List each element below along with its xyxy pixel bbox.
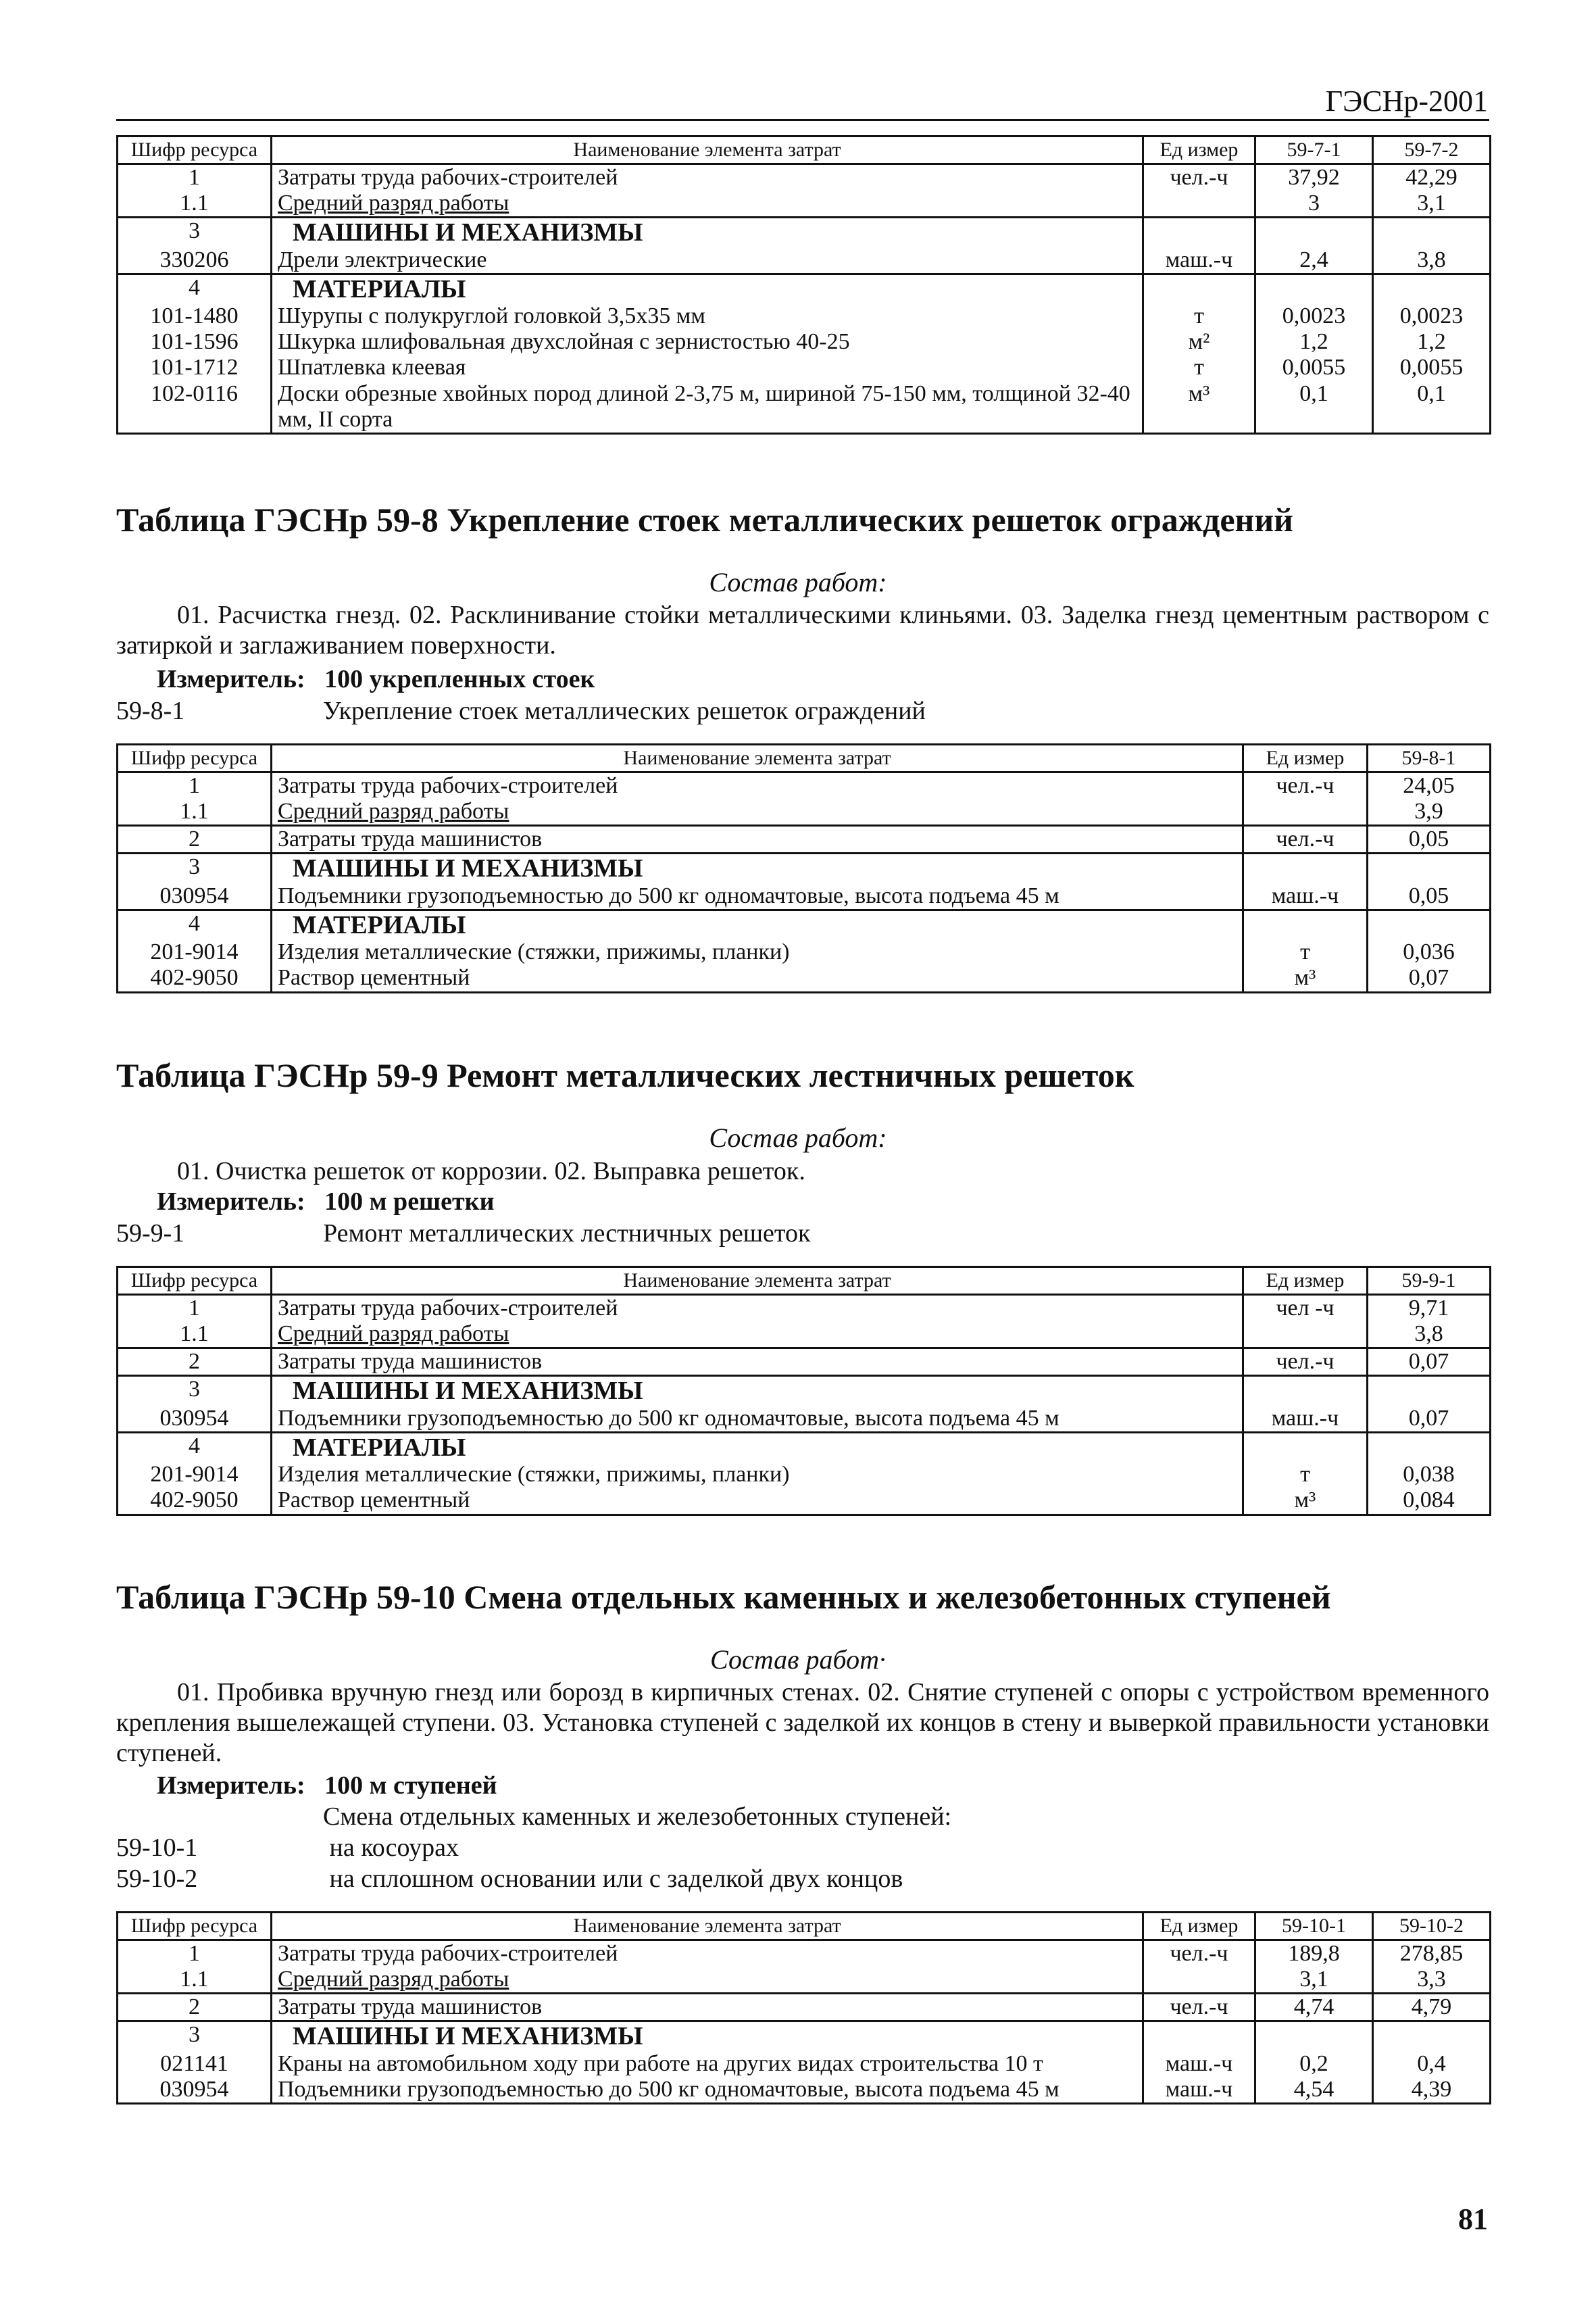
table-row xyxy=(118,303,1491,329)
row-unit xyxy=(1243,1321,1368,1348)
row-code: 030954 xyxy=(118,1406,272,1433)
row-value xyxy=(1255,218,1373,247)
table-row xyxy=(118,1462,1491,1487)
measure-label: Измеритель: xyxy=(157,1771,305,1800)
section-heading: МАТЕРИАЛЫ xyxy=(272,274,1143,303)
row-code: 030954 xyxy=(118,883,272,910)
norm-code-line xyxy=(116,1218,810,1248)
row-code: 4 xyxy=(118,274,272,303)
resource-table-59-10 xyxy=(116,1911,1491,2104)
row-unit: маш.-ч xyxy=(1143,2077,1255,2104)
row-value: 0,0055 xyxy=(1255,355,1373,380)
row-code: 101-1596 xyxy=(118,329,272,355)
row-value xyxy=(1368,854,1491,883)
measure-value: 100 м ступеней xyxy=(324,1771,497,1800)
table-row xyxy=(118,1967,1491,1994)
table-row xyxy=(118,355,1491,380)
table-row xyxy=(118,1321,1491,1348)
table-row xyxy=(118,164,1491,191)
row-value: 0,2 xyxy=(1255,2051,1373,2077)
measure-line xyxy=(157,664,595,694)
col-header-name: Наименование элемента затрат xyxy=(272,1267,1243,1295)
row-value: 1,2 xyxy=(1373,329,1491,355)
row-code: 4 xyxy=(118,910,272,939)
row-unit xyxy=(1143,2021,1255,2051)
row-value xyxy=(1373,274,1491,303)
row-value: 3,8 xyxy=(1368,1321,1491,1348)
measure-label: Измеритель: xyxy=(157,665,305,693)
composition-text xyxy=(116,1677,1489,1769)
row-name: Раствор цементный xyxy=(272,965,1243,992)
col-header-code: Шифр ресурса xyxy=(118,745,272,772)
resource-table-59-7 xyxy=(116,135,1491,435)
row-value: 0,07 xyxy=(1368,1406,1491,1433)
row-code: 4 xyxy=(118,1432,272,1462)
row-unit xyxy=(1243,910,1368,939)
composition-body: 01. Очистка решеток от коррозии. 02. Выправка решеток. xyxy=(177,1157,805,1185)
row-code: 2 xyxy=(118,1994,272,2021)
section-heading: МАШИНЫ И МЕХАНИЗМЫ xyxy=(272,2021,1143,2051)
running-header: ГЭСНр-2001 xyxy=(1325,84,1488,118)
row-value: 0,05 xyxy=(1368,883,1491,910)
row-name: Затраты труда рабочих-строителей xyxy=(272,164,1143,191)
row-unit: маш.-ч xyxy=(1243,883,1368,910)
row-name: Затраты труда рабочих-строителей xyxy=(272,1295,1243,1322)
row-value: 3,1 xyxy=(1373,191,1491,218)
table-row xyxy=(118,965,1491,992)
col-header-unit: Ед измер xyxy=(1243,745,1368,772)
row-name: Затраты труда рабочих-строителей xyxy=(272,772,1243,799)
row-unit: т xyxy=(1143,355,1255,380)
row-name: Подъемники грузоподъемностью до 500 кг одномачтовые, высота подъема 45 м xyxy=(272,883,1243,910)
row-code: 1.1 xyxy=(118,1321,272,1348)
measure-line xyxy=(157,1771,497,1800)
table-row xyxy=(118,1406,1491,1433)
row-value: 0,05 xyxy=(1368,826,1491,854)
row-value: 0,0055 xyxy=(1373,355,1491,380)
section-title-59-9: Таблица ГЭСНр 59-9 Ремонт металлических лестничных решеток xyxy=(116,1056,1134,1094)
row-code: 402-9050 xyxy=(118,1487,272,1515)
row-value: 0,1 xyxy=(1255,381,1373,434)
row-code: 1.1 xyxy=(118,799,272,826)
measure-line xyxy=(157,1187,494,1216)
row-code: 330206 xyxy=(118,247,272,274)
table-row xyxy=(118,191,1491,218)
row-name: Затраты труда машинистов xyxy=(272,1994,1143,2021)
row-name: Средний разряд работы xyxy=(272,191,1143,218)
section-title-59-8: Таблица ГЭСНр 59-8 Укрепление стоек металлических решеток ограждений xyxy=(116,501,1293,539)
row-value xyxy=(1373,218,1491,247)
row-code: 030954 xyxy=(118,2077,272,2104)
row-code: 402-9050 xyxy=(118,965,272,992)
section-heading: МАШИНЫ И МЕХАНИЗМЫ xyxy=(272,218,1143,247)
col-header-value: 59-10-2 xyxy=(1373,1913,1491,1940)
row-unit: чел.-ч xyxy=(1143,1994,1255,2021)
measure-value: 100 м решетки xyxy=(324,1187,495,1216)
row-value: 4,74 xyxy=(1255,1994,1373,2021)
row-unit: чел.-ч xyxy=(1243,772,1368,799)
row-name: Доски обрезные хвойных пород длиной 2-3,75 м, шириной 75-150 мм, толщиной 32-40 мм, II сорта xyxy=(272,381,1143,434)
row-value: 0,0023 xyxy=(1255,303,1373,329)
table-row xyxy=(118,2021,1491,2051)
table-row xyxy=(118,2077,1491,2104)
col-header-name: Наименование элемента затрат xyxy=(272,1913,1143,1940)
row-value xyxy=(1368,1432,1491,1462)
table-row xyxy=(118,247,1491,274)
row-name: Затраты труда рабочих-строителей xyxy=(272,1940,1143,1967)
row-value: 0,084 xyxy=(1368,1487,1491,1515)
row-unit: т xyxy=(1143,303,1255,329)
row-value: 1,2 xyxy=(1255,329,1373,355)
row-code: 1 xyxy=(118,164,272,191)
table-row xyxy=(118,1487,1491,1515)
row-value: 3,3 xyxy=(1373,1967,1491,1994)
header-rule xyxy=(116,119,1489,121)
norm-group-line xyxy=(116,1802,951,1831)
row-value: 3,8 xyxy=(1373,247,1491,274)
col-header-value: 59-7-2 xyxy=(1373,137,1491,164)
row-unit xyxy=(1243,854,1368,883)
table-row xyxy=(118,772,1491,799)
row-value xyxy=(1255,2021,1373,2051)
table-header-row xyxy=(118,137,1491,164)
row-code: 1.1 xyxy=(118,1967,272,1994)
col-header-unit: Ед измер xyxy=(1143,137,1255,164)
col-header-name: Наименование элемента затрат xyxy=(272,137,1143,164)
row-unit: маш.-ч xyxy=(1243,1406,1368,1433)
norm-code-line xyxy=(116,1864,903,1894)
row-name: Раствор цементный xyxy=(272,1487,1243,1515)
row-name: Затраты труда машинистов xyxy=(272,1348,1243,1376)
row-value: 0,4 xyxy=(1373,2051,1491,2077)
row-code: 2 xyxy=(118,826,272,854)
table-row xyxy=(118,274,1491,303)
row-unit: чел.-ч xyxy=(1143,164,1255,191)
row-value xyxy=(1255,274,1373,303)
row-name: Средний разряд работы xyxy=(272,799,1243,826)
row-unit: т xyxy=(1243,1462,1368,1487)
table-header-row xyxy=(118,1267,1491,1295)
row-value: 42,29 xyxy=(1373,164,1491,191)
row-code: 3 xyxy=(118,218,272,247)
composition-label: Состав работ: xyxy=(709,567,887,597)
col-header-code: Шифр ресурса xyxy=(118,1267,272,1295)
row-unit xyxy=(1143,191,1255,218)
table-row xyxy=(118,826,1491,854)
norm-code-desc: на сплошном основании или с заделкой двух концов xyxy=(329,1865,903,1893)
row-unit: чел.-ч xyxy=(1243,1348,1368,1376)
norm-code: 59-9-1 xyxy=(116,1219,185,1248)
row-name: Подъемники грузоподъемностью до 500 кг одномачтовые, высота подъема 45 м xyxy=(272,2077,1143,2104)
section-heading: МАШИНЫ И МЕХАНИЗМЫ xyxy=(272,1376,1243,1406)
col-header-value: 59-7-1 xyxy=(1255,137,1373,164)
table-row xyxy=(118,1940,1491,1967)
norm-code-desc: на косоурах xyxy=(329,1833,459,1862)
section-title-59-10: Таблица ГЭСНр 59-10 Смена отдельных каменных и железобетонных ступеней xyxy=(116,1578,1331,1616)
table-row xyxy=(118,218,1491,247)
row-value: 9,71 xyxy=(1368,1295,1491,1322)
row-code: 021141 xyxy=(118,2051,272,2077)
row-unit: чел.-ч xyxy=(1143,1940,1255,1967)
row-unit: маш.-ч xyxy=(1143,2051,1255,2077)
row-value: 189,8 xyxy=(1255,1940,1373,1967)
row-name: Краны на автомобильном ходу при работе на других видах строительства 10 т xyxy=(272,2051,1143,2077)
row-name: Шурупы с полукруглой головкой 3,5x35 мм xyxy=(272,303,1143,329)
row-unit: м³ xyxy=(1243,965,1368,992)
col-header-value: 59-8-1 xyxy=(1368,745,1491,772)
table-row xyxy=(118,381,1491,434)
row-unit xyxy=(1243,1432,1368,1462)
norm-code-line xyxy=(116,696,926,726)
row-code: 1 xyxy=(118,1295,272,1322)
row-unit: маш.-ч xyxy=(1143,247,1255,274)
row-value: 0,038 xyxy=(1368,1462,1491,1487)
row-code: 101-1480 xyxy=(118,303,272,329)
table-row xyxy=(118,2051,1491,2077)
table-row xyxy=(118,939,1491,965)
table-row xyxy=(118,1994,1491,2021)
col-header-value: 59-10-1 xyxy=(1255,1913,1373,1940)
table-row xyxy=(118,1432,1491,1462)
row-code: 101-1712 xyxy=(118,355,272,380)
table-header-row xyxy=(118,745,1491,772)
row-value: 0,1 xyxy=(1373,381,1491,434)
row-code: 1 xyxy=(118,772,272,799)
row-unit xyxy=(1143,218,1255,247)
row-name: Шпатлевка клеевая xyxy=(272,355,1143,380)
row-value xyxy=(1368,910,1491,939)
table-row xyxy=(118,910,1491,939)
row-name: Средний разряд работы xyxy=(272,1967,1143,1994)
norm-group-desc: Смена отдельных каменных и железобетонных ступеней: xyxy=(323,1802,952,1831)
row-value: 24,05 xyxy=(1368,772,1491,799)
row-code: 2 xyxy=(118,1348,272,1376)
row-unit: т xyxy=(1243,939,1368,965)
row-unit: м³ xyxy=(1243,1487,1368,1515)
row-value: 0,07 xyxy=(1368,965,1491,992)
row-code: 1 xyxy=(118,1940,272,1967)
composition-body: 01. Расчистка гнезд. 02. Расклинивание стойки металлическими клиньями. 03. Заделка гнезд цементным раствором с затиркой и заглаживанием поверхности. xyxy=(116,601,1489,660)
row-code: 1.1 xyxy=(118,191,272,218)
table-row xyxy=(118,329,1491,355)
col-header-unit: Ед измер xyxy=(1143,1913,1255,1940)
row-name: Затраты труда машинистов xyxy=(272,826,1243,854)
composition-body: 01. Пробивка вручную гнезд или борозд в кирпичных стенах. 02. Снятие ступеней с опоры с устройством временного крепления вышележащей ступени. 03. Установка ступеней с заделкой их концов в стену и выверкой правильности установки ступеней. xyxy=(116,1678,1489,1767)
measure-value: 100 укрепленных стоек xyxy=(324,665,595,693)
row-code: 102-0116 xyxy=(118,381,272,434)
row-value: 3,1 xyxy=(1255,1967,1373,1994)
row-value: 37,92 xyxy=(1255,164,1373,191)
table-row xyxy=(118,854,1491,883)
section-heading: МАШИНЫ И МЕХАНИЗМЫ xyxy=(272,854,1243,883)
norm-code-line xyxy=(116,1833,459,1863)
row-value: 3,9 xyxy=(1368,799,1491,826)
row-code: 201-9014 xyxy=(118,939,272,965)
section-heading: МАТЕРИАЛЫ xyxy=(272,1432,1243,1462)
row-value: 278,85 xyxy=(1373,1940,1491,1967)
row-value xyxy=(1368,1376,1491,1406)
col-header-code: Шифр ресурса xyxy=(118,1913,272,1940)
row-name: Изделия металлические (стяжки, прижимы, планки) xyxy=(272,1462,1243,1487)
norm-code: 59-10-1 xyxy=(116,1833,198,1862)
row-code: 3 xyxy=(118,2021,272,2051)
row-code: 3 xyxy=(118,1376,272,1406)
section-heading: МАТЕРИАЛЫ xyxy=(272,910,1243,939)
row-value: 4,54 xyxy=(1255,2077,1373,2104)
col-header-unit: Ед измер xyxy=(1243,1267,1368,1295)
composition-label: Состав работ: xyxy=(709,1123,887,1153)
row-unit xyxy=(1243,799,1368,826)
resource-table-59-8 xyxy=(116,743,1491,993)
row-value: 2,4 xyxy=(1255,247,1373,274)
row-name: Шкурка шлифовальная двухслойная с зернистостью 40-25 xyxy=(272,329,1143,355)
table-row xyxy=(118,1348,1491,1376)
table-row xyxy=(118,883,1491,910)
norm-code: 59-8-1 xyxy=(116,697,185,725)
row-name: Средний разряд работы xyxy=(272,1321,1243,1348)
row-unit: м³ xyxy=(1143,381,1255,434)
row-value: 0,0023 xyxy=(1373,303,1491,329)
page-number: 81 xyxy=(1458,2202,1488,2236)
row-value: 3 xyxy=(1255,191,1373,218)
col-header-name: Наименование элемента затрат xyxy=(272,745,1243,772)
table-row xyxy=(118,1295,1491,1322)
row-value: 0,036 xyxy=(1368,939,1491,965)
row-value: 0,07 xyxy=(1368,1348,1491,1376)
norm-code-desc: Укрепление стоек металлических решеток ограждений xyxy=(323,697,926,725)
composition-text xyxy=(116,1156,1489,1187)
table-row xyxy=(118,1376,1491,1406)
row-unit xyxy=(1143,1967,1255,1994)
row-value: 4,39 xyxy=(1373,2077,1491,2104)
table-row xyxy=(118,799,1491,826)
resource-table-59-9 xyxy=(116,1266,1491,1516)
row-unit: м² xyxy=(1143,329,1255,355)
row-name: Подъемники грузоподъемностью до 500 кг одномачтовые, высота подъема 45 м xyxy=(272,1406,1243,1433)
row-value: 4,79 xyxy=(1373,1994,1491,2021)
composition-text xyxy=(116,600,1489,661)
row-name: Дрели электрические xyxy=(272,247,1143,274)
row-code: 3 xyxy=(118,854,272,883)
row-unit xyxy=(1243,1376,1368,1406)
norm-code: 59-10-2 xyxy=(116,1865,198,1893)
norm-code-desc: Ремонт металлических лестничных решеток xyxy=(323,1219,811,1248)
row-unit: чел -ч xyxy=(1243,1295,1368,1322)
composition-label: Состав работ· xyxy=(710,1644,886,1675)
col-header-code: Шифр ресурса xyxy=(118,137,272,164)
table-header-row xyxy=(118,1913,1491,1940)
row-unit: чел.-ч xyxy=(1243,826,1368,854)
row-name: Изделия металлические (стяжки, прижимы, планки) xyxy=(272,939,1243,965)
measure-label: Измеритель: xyxy=(157,1187,305,1216)
row-code: 201-9014 xyxy=(118,1462,272,1487)
row-unit xyxy=(1143,274,1255,303)
col-header-value: 59-9-1 xyxy=(1368,1267,1491,1295)
row-value xyxy=(1373,2021,1491,2051)
